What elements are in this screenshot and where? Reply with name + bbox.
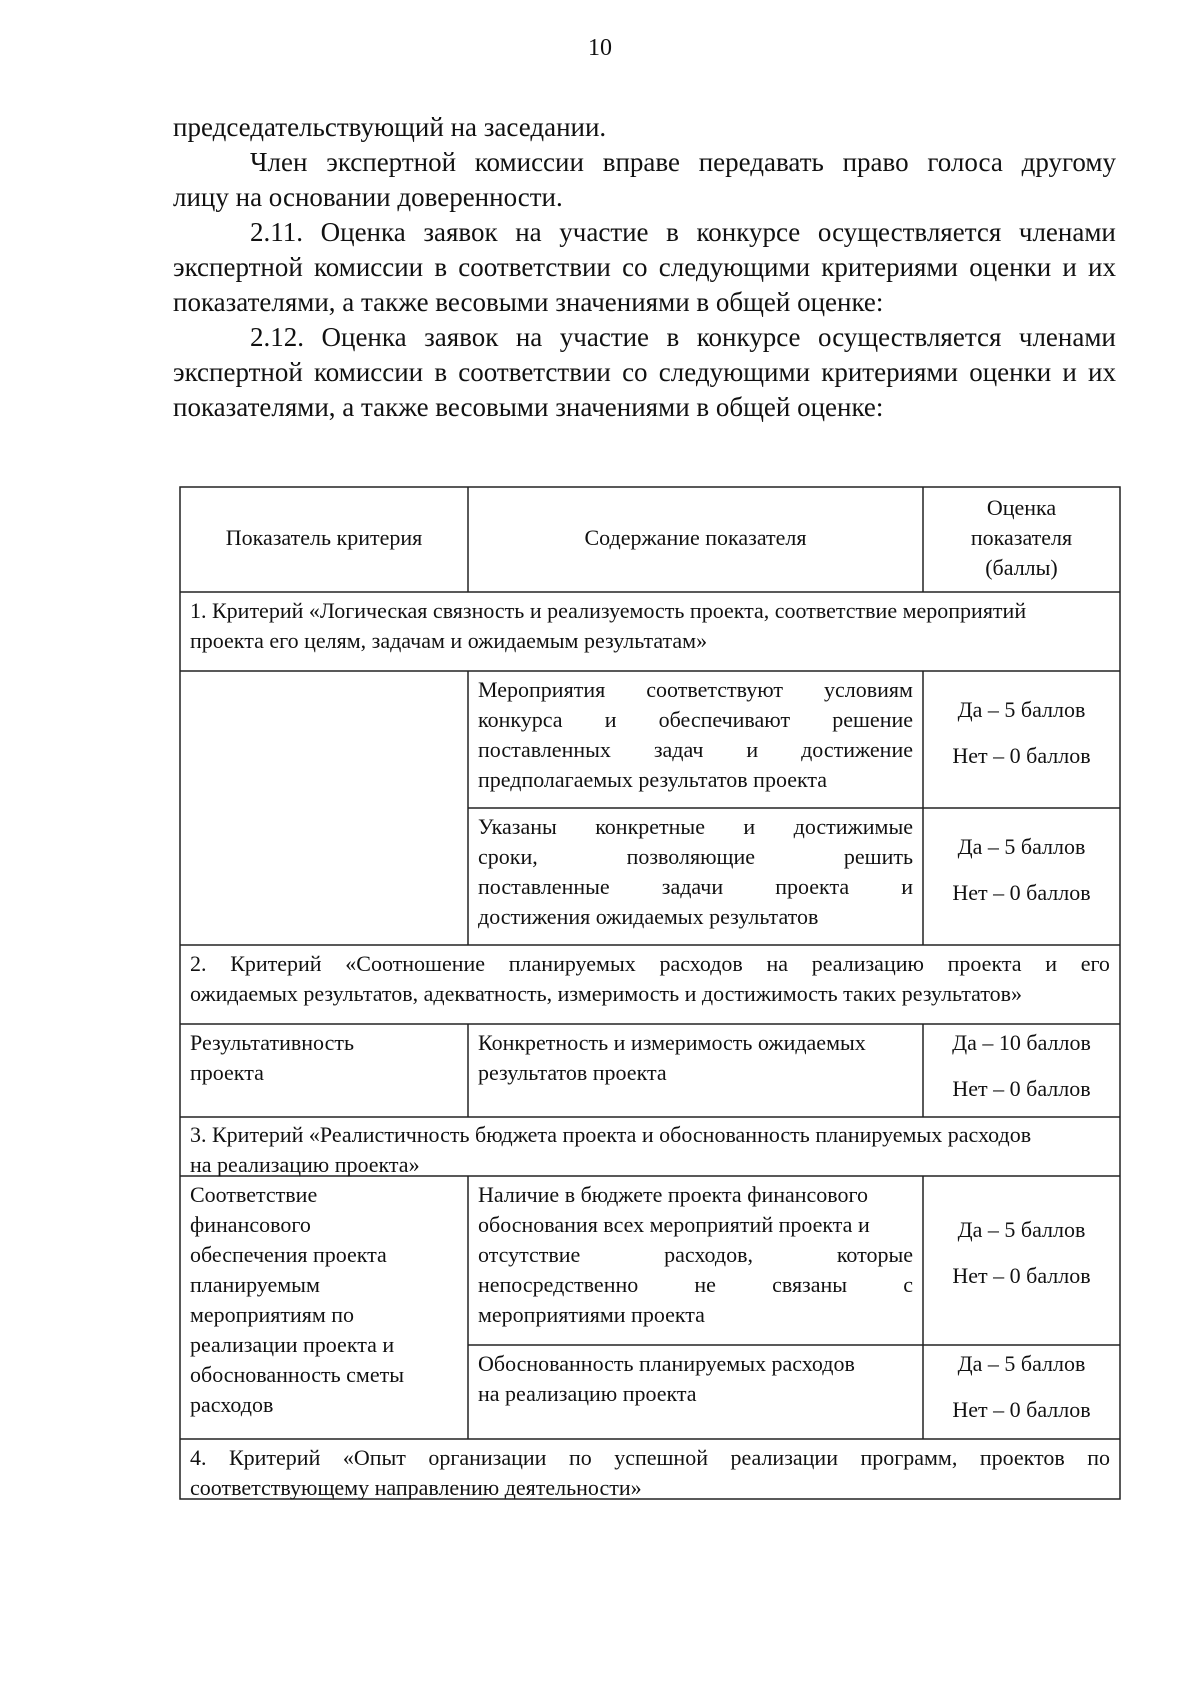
content-line: конкурса и обеспечивают решение	[478, 707, 913, 732]
text-line: 2.11. Оценка заявок на участие в конкурсе осуществляется членами	[250, 217, 1116, 247]
indicator-line: обеспечения проекта	[190, 1242, 387, 1267]
score-yes: Да – 5 баллов	[957, 1351, 1086, 1376]
score-no: Нет – 0 баллов	[952, 1076, 1091, 1101]
content-line: Обоснованность планируемых расходов	[478, 1351, 855, 1376]
criterion-4-row	[180, 1443, 1120, 1503]
score-no: Нет – 0 баллов	[952, 880, 1091, 905]
indicator-line: проекта	[190, 1060, 264, 1085]
criterion-1-line: 1. Критерий «Логическая связность и реализуемость проекта, соответствие мероприятий	[190, 598, 1027, 623]
c2-score	[923, 1028, 1120, 1104]
content-line: Конкретность и измеримость ожидаемых	[478, 1030, 866, 1055]
text-line: показателями, а также весовыми значениями в общей оценке:	[173, 287, 884, 317]
indicator-line: финансового	[190, 1212, 311, 1237]
header-indicator-label: Показатель критерия	[225, 524, 423, 550]
text-line: экспертной комиссии в соответствии со следующими критериями оценки и их	[173, 252, 1116, 282]
criterion-2-row	[180, 949, 1120, 1009]
indicator-line: расходов	[190, 1392, 274, 1417]
content-line: сроки, позволяющие решить	[478, 844, 913, 869]
c1-r2-content	[468, 812, 923, 932]
criterion-2-line: 2. Критерий «Соотношение планируемых расходов на реализацию проекта и его	[190, 951, 1110, 976]
page-number: 10	[588, 35, 612, 61]
score-yes: Да – 5 баллов	[957, 697, 1086, 722]
c3-r2-content	[468, 1349, 923, 1409]
header-content	[468, 487, 923, 592]
criterion-3-row	[180, 1120, 1120, 1180]
content-line: поставленные задачи проекта и	[478, 874, 913, 899]
score-no: Нет – 0 баллов	[952, 743, 1091, 768]
header-score-line: показателя	[970, 524, 1073, 550]
content-line: поставленных задач и достижение	[478, 737, 913, 762]
criterion-2-line: ожидаемых результатов, адекватность, измеримость и достижимость таких результатов»	[190, 981, 1023, 1006]
indicator-line: реализации проекта и	[190, 1332, 395, 1357]
text-line: Член экспертной комиссии вправе передавать право голоса другому	[250, 147, 1116, 177]
score-no: Нет – 0 баллов	[952, 1397, 1091, 1422]
score-yes: Да – 10 баллов	[952, 1030, 1091, 1055]
content-line: на реализацию проекта	[478, 1381, 697, 1406]
indicator-line: мероприятиям по	[190, 1302, 355, 1327]
score-yes: Да – 5 баллов	[957, 834, 1086, 859]
header-score-line: (баллы)	[985, 554, 1058, 580]
header-indicator	[180, 487, 468, 592]
c3-r2-score	[923, 1349, 1120, 1425]
criterion-1-row	[180, 596, 1120, 656]
indicator-line: Результативность	[190, 1030, 355, 1055]
header-content-label: Содержание показателя	[584, 524, 807, 550]
c1-r1-content	[468, 675, 923, 795]
c1-r1-score	[923, 695, 1120, 771]
text-line: председательствующий на заседании.	[173, 112, 607, 142]
indicator-line: планируемым	[190, 1272, 320, 1297]
header-score	[923, 487, 1120, 592]
c1-r2-score	[923, 832, 1120, 908]
text-line: 2.12. Оценка заявок на участие в конкурсе осуществляется членами	[250, 322, 1116, 352]
content-line: Мероприятия соответствуют условиям	[478, 677, 913, 702]
c2-indicator	[180, 1028, 468, 1088]
criterion-3-line: 3. Критерий «Реалистичность бюджета проекта и обоснованность планируемых расходов	[190, 1122, 1032, 1147]
content-line: Указаны конкретные и достижимые	[478, 814, 913, 839]
header-score-line: Оценка	[986, 494, 1057, 520]
score-yes: Да – 5 баллов	[957, 1217, 1086, 1242]
c3-r1-content	[468, 1180, 923, 1330]
content-line: обоснования всех мероприятий проекта и	[478, 1212, 870, 1237]
criterion-3-line: на реализацию проекта»	[190, 1152, 420, 1177]
c3-indicator	[180, 1180, 468, 1420]
content-line: результатов проекта	[478, 1060, 667, 1085]
criterion-4-line: 4. Критерий «Опыт организации по успешной реализации программ, проектов по	[190, 1445, 1110, 1470]
content-line: достижения ожидаемых результатов	[478, 904, 819, 929]
indicator-line: Соответствие	[190, 1182, 318, 1207]
criterion-4-line: соответствующему направлению деятельности»	[190, 1475, 642, 1500]
c2-content	[468, 1028, 923, 1088]
text-line: экспертной комиссии в соответствии со следующими критериями оценки и их	[173, 357, 1116, 387]
indicator-line: обоснованность сметы	[190, 1362, 404, 1387]
score-no: Нет – 0 баллов	[952, 1263, 1091, 1288]
c3-r1-score	[923, 1215, 1120, 1291]
content-line: предполагаемых результатов проекта	[478, 767, 828, 792]
criterion-1-line: проекта его целям, задачам и ожидаемым результатам»	[190, 628, 708, 653]
content-line: отсутствие расходов, которые	[478, 1242, 913, 1267]
content-line: непосредственно не связаны с	[478, 1272, 913, 1297]
content-line: Наличие в бюджете проекта финансового	[478, 1182, 869, 1207]
text-line: показателями, а также весовыми значениями в общей оценке:	[173, 392, 884, 422]
content-line: мероприятиями проекта	[478, 1302, 705, 1327]
text-line: лицу на основании доверенности.	[173, 182, 563, 212]
